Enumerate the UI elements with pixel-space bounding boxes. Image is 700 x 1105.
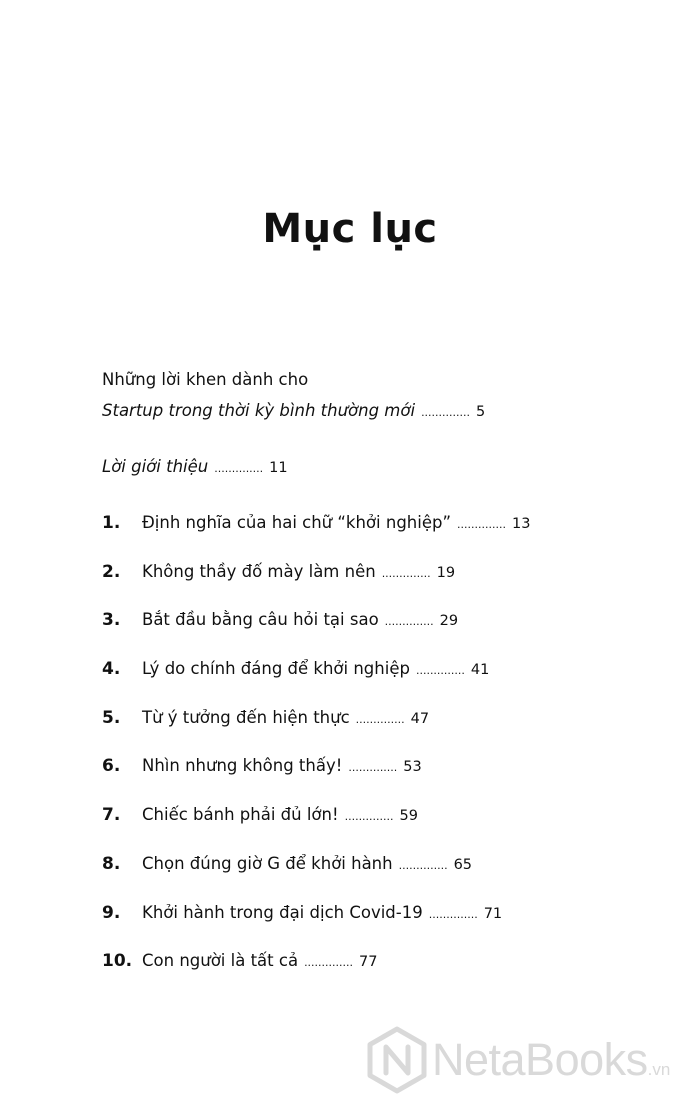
leader-dots: .............. xyxy=(214,462,264,475)
leader-dots: .............. xyxy=(398,858,448,872)
intro-entry-line2: Startup trong thời kỳ bình thường mới xyxy=(102,401,416,420)
intro-entry-foreword xyxy=(102,457,288,479)
intro-entry-line2-row xyxy=(102,401,485,423)
page-number: 47 xyxy=(410,710,430,727)
chapter-number: 10. xyxy=(102,951,133,972)
watermark-suffix: .vn xyxy=(647,1060,671,1079)
chapter-number: 4. xyxy=(102,659,121,680)
chapter-text xyxy=(142,610,458,632)
chapter-text xyxy=(142,805,418,827)
leader-dots: .............. xyxy=(344,810,394,824)
chapter-entry xyxy=(102,659,662,708)
chapter-entry xyxy=(102,708,662,757)
chapter-title: Nhìn nhưng không thấy! xyxy=(142,756,343,776)
chapter-number: 8. xyxy=(102,853,121,874)
chapter-entry xyxy=(102,513,662,562)
watermark-brand: NetaBooks xyxy=(432,1034,648,1085)
chapter-number: 2. xyxy=(102,561,121,582)
chapter-title: Chiếc bánh phải đủ lớn! xyxy=(142,805,339,825)
leader-dots: .............. xyxy=(355,712,405,726)
chapter-text xyxy=(142,659,489,681)
watermark-text xyxy=(432,1035,670,1095)
intro-entry-line1: Những lời khen dành cho xyxy=(102,370,309,389)
leader-dots: .............. xyxy=(381,566,431,580)
chapter-title: Chọn đúng giờ G để khởi hành xyxy=(142,853,393,873)
netabooks-logo-icon xyxy=(362,1025,432,1095)
chapter-text xyxy=(142,756,422,778)
chapter-number: 1. xyxy=(102,513,121,533)
leader-dots: .............. xyxy=(384,615,434,629)
chapter-text xyxy=(142,513,530,535)
leader-dots: .............. xyxy=(428,907,478,921)
chapter-text xyxy=(142,854,472,876)
chapter-title: Không thầy đố mày làm nên xyxy=(142,561,376,581)
chapter-list xyxy=(102,513,662,1000)
page-number: 59 xyxy=(399,808,418,825)
chapter-text xyxy=(142,903,502,925)
chapter-title: Con người là tất cả xyxy=(142,951,299,971)
chapter-title: Bắt đầu bằng câu hỏi tại sao xyxy=(142,610,379,630)
chapter-entry xyxy=(102,854,662,903)
chapter-number: 9. xyxy=(102,902,121,923)
page-number: 71 xyxy=(483,905,503,922)
page-number: 77 xyxy=(359,954,378,971)
chapter-entry xyxy=(102,562,662,611)
chapter-title: Định nghĩa của hai chữ “khởi nghiệp” xyxy=(142,513,452,532)
leader-dots: .............. xyxy=(457,518,506,531)
chapter-number: 5. xyxy=(102,707,121,728)
page-number: 65 xyxy=(453,856,473,873)
page-number: 11 xyxy=(269,460,288,476)
intro-entry-praise xyxy=(102,370,485,423)
chapter-text xyxy=(142,951,377,973)
page-number: 29 xyxy=(439,613,459,630)
chapter-title: Từ ý tưởng đến hiện thực xyxy=(142,707,350,727)
page-number: 41 xyxy=(470,662,490,679)
leader-dots: .............. xyxy=(304,956,354,970)
chapter-number: 7. xyxy=(102,805,121,826)
chapter-text xyxy=(142,708,429,730)
chapter-title: Lý do chính đáng để khởi nghiệp xyxy=(142,659,410,679)
page-number: 5 xyxy=(476,404,486,420)
chapter-text xyxy=(142,562,455,584)
page-number: 13 xyxy=(511,516,531,532)
chapter-entry xyxy=(102,756,662,805)
page-number: 53 xyxy=(403,759,422,776)
page-title: Mục lục xyxy=(262,206,438,252)
chapter-number: 3. xyxy=(102,610,121,631)
leader-dots: .............. xyxy=(415,664,465,678)
leader-dots: .............. xyxy=(348,761,398,775)
chapter-entry xyxy=(102,903,662,952)
leader-dots: .............. xyxy=(421,406,471,419)
page-number: 19 xyxy=(436,564,456,581)
chapter-entry xyxy=(102,610,662,659)
chapter-title: Khởi hành trong đại dịch Covid-19 xyxy=(142,902,423,922)
chapter-entry xyxy=(102,805,662,854)
chapter-entry xyxy=(102,951,662,1000)
intro-entry-title: Lời giới thiệu xyxy=(102,457,209,476)
watermark xyxy=(362,1025,697,1095)
chapter-number: 6. xyxy=(102,756,121,777)
